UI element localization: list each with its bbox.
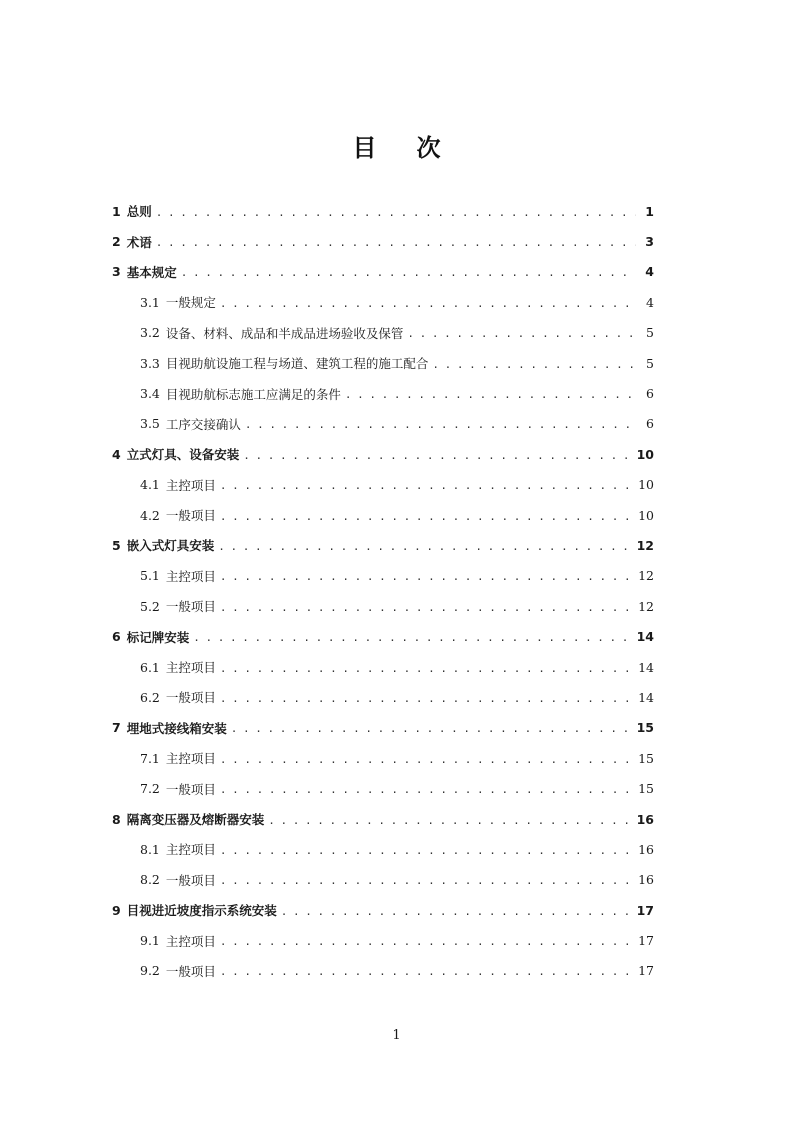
toc-number: 5 (112, 537, 121, 553)
toc-page: 10 (636, 446, 654, 462)
toc-page: 17 (636, 902, 654, 918)
toc-number: 2 (112, 234, 121, 250)
toc-number: 8 (112, 811, 121, 827)
dot-leader (220, 783, 634, 796)
toc-number: 9 (112, 902, 121, 918)
toc-page: 12 (638, 598, 654, 614)
toc-page: 10 (638, 477, 654, 493)
toc-number: 7 (112, 720, 121, 736)
toc-label: 一般项目 (165, 599, 216, 615)
toc-label: 主控项目 (165, 568, 216, 584)
dot-leader (245, 418, 636, 431)
toc-number: 7.1 (140, 750, 160, 766)
toc-label: 目视进近坡度指示系统安装 (126, 903, 277, 919)
toc-page: 16 (636, 811, 654, 827)
toc-entry[interactable] (112, 804, 654, 834)
toc-label: 主控项目 (165, 477, 216, 493)
toc-label: 主控项目 (165, 751, 216, 767)
toc-label: 一般项目 (165, 872, 216, 888)
dot-leader (231, 722, 633, 735)
toc-number: 3.3 (140, 355, 160, 371)
toc-label: 一般项目 (165, 781, 216, 797)
toc-page: 17 (638, 963, 654, 979)
toc-subentry[interactable] (112, 500, 654, 530)
toc-number: 1 (112, 203, 121, 219)
dot-leader (220, 692, 634, 705)
toc-label: 标记牌安装 (126, 629, 190, 645)
toc-number: 4 (112, 446, 121, 462)
toc-number: 8.1 (140, 841, 160, 857)
toc-page: 4 (645, 264, 654, 280)
toc-subentry[interactable] (112, 743, 654, 773)
toc-page: 16 (638, 841, 654, 857)
toc-label: 隔离变压器及熔断器安装 (126, 812, 265, 827)
dot-leader (220, 601, 634, 614)
toc-number: 9.2 (140, 963, 160, 979)
toc-label: 设备、材料、成品和半成品进场验收及保管 (165, 325, 404, 341)
toc-subentry[interactable] (112, 409, 654, 439)
toc-page: 14 (636, 629, 654, 645)
dot-leader (220, 510, 634, 523)
toc-page: 14 (638, 689, 654, 705)
toc-label: 主控项目 (165, 842, 216, 858)
dot-leader (220, 297, 636, 310)
toc-page: 4 (646, 294, 654, 310)
dot-leader (220, 570, 634, 583)
dot-leader (218, 540, 632, 553)
page-number: 1 (392, 1028, 401, 1043)
toc-subentry[interactable] (112, 925, 654, 955)
toc-page: 5 (646, 355, 654, 371)
toc-page: 5 (646, 325, 654, 341)
toc-page: 6 (646, 416, 654, 432)
toc-subentry[interactable] (112, 318, 654, 348)
toc-subentry[interactable] (112, 652, 654, 682)
toc-label: 目视助航设施工程与场道、建筑工程的施工配合 (165, 356, 429, 372)
toc-page: 12 (636, 537, 654, 553)
dot-leader (156, 206, 636, 219)
page-title: 目次 (352, 134, 481, 162)
toc-subentry[interactable] (112, 834, 654, 864)
toc-label: 一般项目 (165, 508, 216, 524)
toc-subentry[interactable] (112, 591, 654, 621)
toc-label: 术语 (126, 234, 152, 250)
dot-leader (220, 662, 634, 675)
toc-label: 一般规定 (165, 295, 216, 311)
toc-page: 14 (638, 659, 654, 675)
toc-page: 15 (636, 720, 654, 736)
toc-page: 17 (638, 933, 654, 949)
toc-label: 嵌入式灯具安装 (126, 538, 215, 554)
toc-page: 15 (638, 750, 654, 766)
toc-label: 工序交接确认 (165, 416, 241, 432)
toc-subentry[interactable] (112, 348, 654, 378)
toc-page: 1 (645, 203, 654, 219)
toc-entry[interactable] (112, 226, 654, 256)
toc-number: 6.1 (140, 659, 160, 675)
dot-leader (220, 874, 634, 887)
dot-leader (220, 935, 634, 948)
toc-number: 3.5 (140, 416, 160, 432)
toc-entry[interactable] (112, 196, 654, 226)
toc-entry[interactable] (112, 895, 654, 925)
toc-number: 3.1 (140, 294, 160, 310)
toc-subentry[interactable] (112, 956, 654, 986)
toc-label: 一般项目 (165, 690, 216, 706)
table-of-contents (112, 196, 654, 986)
toc-entry[interactable] (112, 530, 654, 560)
dot-leader (193, 631, 632, 644)
toc-number: 3.4 (140, 386, 160, 402)
toc-page: 15 (638, 781, 654, 797)
dot-leader (243, 449, 632, 462)
dot-leader (220, 965, 634, 978)
toc-page: 10 (638, 507, 654, 523)
toc-subentry[interactable] (112, 378, 654, 408)
toc-number: 3 (112, 264, 121, 280)
dot-leader (220, 844, 634, 857)
toc-label: 主控项目 (165, 933, 216, 949)
dot-leader (407, 327, 636, 340)
toc-entry[interactable] (112, 439, 654, 469)
dot-leader (281, 905, 633, 918)
dot-leader (220, 753, 634, 766)
toc-label: 埋地式接线箱安装 (126, 720, 227, 736)
toc-number: 3.2 (140, 325, 160, 341)
dot-leader (156, 236, 636, 249)
dot-leader (220, 479, 634, 492)
toc-number: 6 (112, 629, 121, 645)
toc-number: 4.1 (140, 477, 160, 493)
toc-entry[interactable] (112, 713, 654, 743)
toc-label: 主控项目 (165, 660, 216, 676)
toc-entry[interactable] (112, 621, 654, 651)
toc-number: 9.1 (140, 933, 160, 949)
dot-leader (432, 358, 636, 371)
toc-page: 6 (646, 386, 654, 402)
dot-leader (345, 388, 636, 401)
toc-subentry[interactable] (112, 773, 654, 803)
toc-page: 12 (638, 568, 654, 584)
toc-number: 7.2 (140, 781, 160, 797)
toc-page: 3 (645, 234, 654, 250)
toc-number: 5.2 (140, 598, 160, 614)
toc-label: 立式灯具、设备安装 (126, 447, 240, 463)
toc-number: 5.1 (140, 568, 160, 584)
toc-number: 6.2 (140, 689, 160, 705)
toc-label: 一般项目 (165, 963, 216, 979)
toc-entry[interactable] (112, 257, 654, 287)
toc-subentry[interactable] (112, 287, 654, 317)
toc-number: 8.2 (140, 872, 160, 888)
dot-leader (181, 266, 636, 279)
toc-subentry[interactable] (112, 682, 654, 712)
toc-label: 总则 (126, 204, 152, 220)
toc-label: 目视助航标志施工应满足的条件 (165, 386, 341, 402)
toc-subentry[interactable] (112, 470, 654, 500)
dot-leader (268, 814, 632, 827)
toc-subentry[interactable] (112, 865, 654, 895)
toc-number: 4.2 (140, 507, 160, 523)
toc-page: 16 (638, 872, 654, 888)
toc-subentry[interactable] (112, 561, 654, 591)
toc-label: 基本规定 (126, 264, 177, 280)
